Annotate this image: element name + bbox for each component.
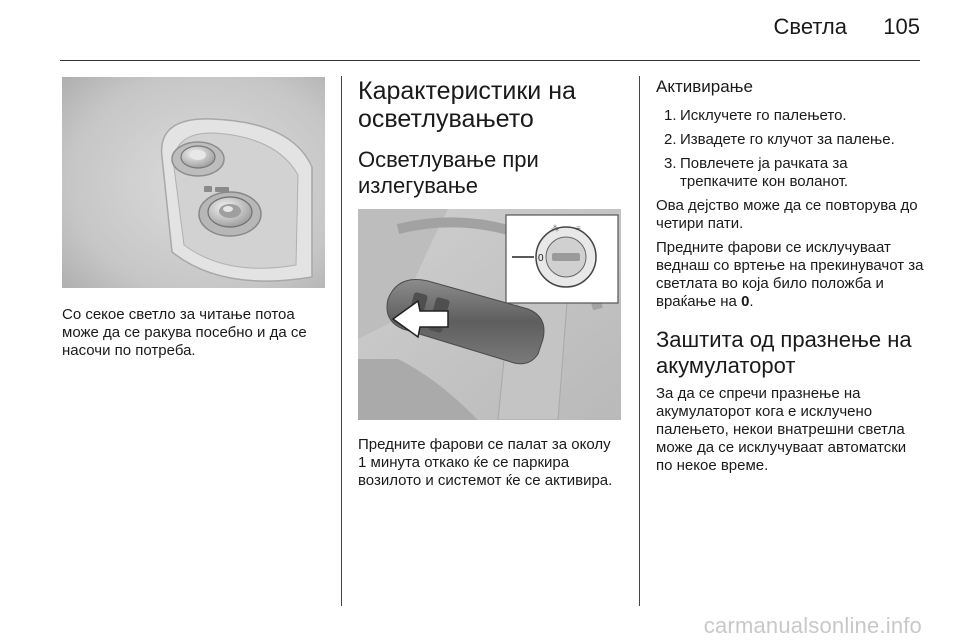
- subheading-exit-lighting: Осветлување при излегување: [358, 147, 539, 198]
- column-divider-right: [639, 76, 640, 606]
- list-item: 2. Извадете го клучот за палење.: [664, 131, 895, 148]
- header-divider: [60, 60, 920, 61]
- exit-lighting-caption: Предните фарови се палат за околу 1 минута откако ќе се паркира возилото и системот ќе се активира.: [358, 436, 613, 489]
- page-number: 105: [883, 14, 920, 39]
- header-title: Светла: [773, 14, 847, 39]
- reading-light-caption: Со секое светло за читање потоа може да се ракува посебно и да се насочи по потреба.: [62, 306, 307, 359]
- repeat-paragraph: Ова дејство може да се повторува до четири пати.: [656, 197, 918, 232]
- column-1: [62, 77, 327, 360]
- section-heading-lighting-features: Карактеристики на осветлувањето: [358, 77, 576, 133]
- svg-text:≡: ≡: [576, 224, 581, 233]
- reading-light-illustration: [62, 77, 325, 288]
- column-divider-left: [341, 76, 342, 606]
- headlights-off-paragraph: Предните фарови се исклучуваат веднаш со вртење на прекинувачот за светлата во која било положба и враќање на 0.: [656, 239, 924, 310]
- battery-protection-heading: Заштита од празнење на акумулаторот: [656, 327, 912, 378]
- indicator-stalk-illustration: [358, 209, 621, 420]
- watermark: carmanualsonline.info: [703, 613, 922, 638]
- svg-text:⁂: ⁂: [551, 224, 559, 233]
- battery-protection-paragraph: За да се спречи празнење на акумулаторот кога е исклучено палењето, некои внатрешни светла може да се исклучуваат автоматски по некое време.: [656, 385, 907, 474]
- activation-steps: [656, 107, 926, 191]
- list-item: 1. Исклучете го палењето.: [664, 107, 847, 124]
- column-2: [358, 77, 623, 490]
- column-3: [656, 77, 926, 475]
- svg-text:0: 0: [538, 253, 544, 264]
- list-item: 3. Повлечете ја рачката за трепкачите кон воланот.: [664, 155, 849, 190]
- activation-heading: Активирање: [656, 77, 753, 96]
